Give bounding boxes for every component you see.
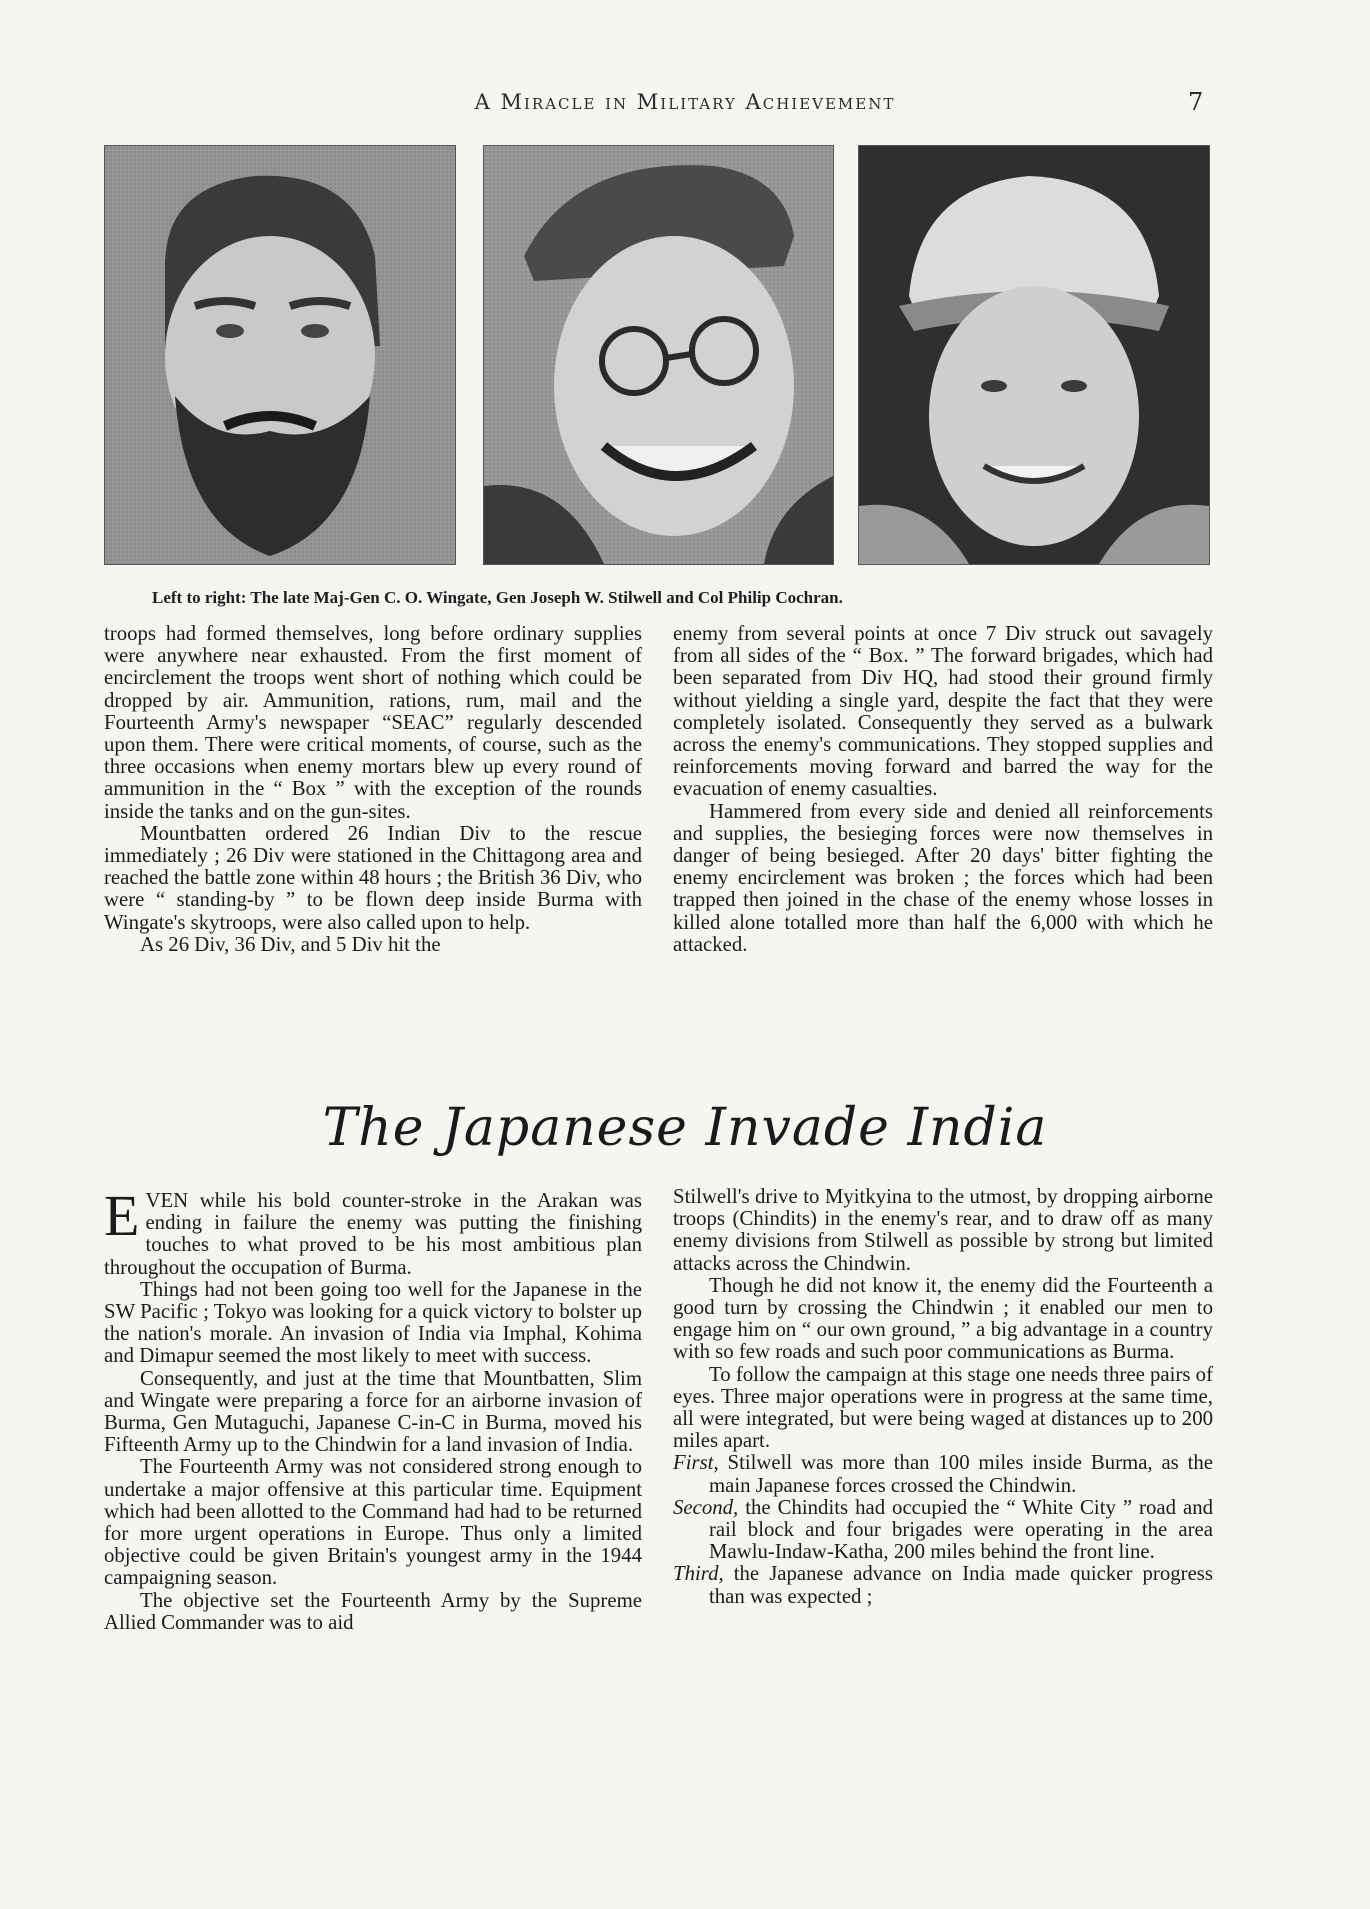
paragraph: As 26 Div, 36 Div, and 5 Div hit the — [140, 932, 441, 956]
photo-stilwell — [483, 145, 834, 565]
top-left-column — [104, 623, 642, 956]
portrait-smiling-man-image — [484, 146, 833, 564]
paragraph: Though he did not know it, the enemy did the Fourteenth a good turn by crossing the Chindwin ; it enabled our men to engage him on “ our own ground, ” a big advantage in a country with so few roads and such poor communications as Burma. — [673, 1273, 1213, 1364]
article-right-column — [673, 1186, 1213, 1608]
top-right-column — [673, 623, 1213, 956]
paragraph: troops had formed themselves, long before ordinary supplies were anywhere near exhausted. From the first moment of encirclement the troops went short of nothing which could be dropped by air. Ammunition, rations, rum, mail and the Fourteenth Army's newspaper “SEAC” regularly descended upon them. There were critical moments, of course, such as the three occasions when enemy mortars blew up every round of ammunition in the “ Box ” with the exception of the rounds inside the tanks and on the gun-sites. — [104, 622, 642, 823]
drop-cap: E — [104, 1183, 140, 1248]
paragraph: Stilwell's drive to Myitkyina to the utmost, by dropping airborne troops (Chindits) in the enemy's rear, and to draw off as many enemy divisions from Stilwell as possible by strong but limited attacks across the Chindwin. — [673, 1185, 1213, 1275]
list-item-label: First, — [673, 1451, 719, 1475]
list-item-text: the Chindits had occupied the “ White City ” road and rail block and four brigades were operating in the area Mawlu-Indaw-Katha, 200 miles behind the front line. — [709, 1495, 1213, 1564]
paragraph: Things had not been going too well for the Japanese in the SW Pacific ; Tokyo was looking for a quick victory to bolster up the nation's morale. An invasion of India via Imphal, Kohima and Dimapur seemed the most likely to meet with success. — [104, 1277, 642, 1368]
paragraph: The Fourteenth Army was not considered strong enough to undertake a major offensive at this particular time. Equipment which had been allotted to the Command had had to be returned for more urgent operations in Europe. Thus only a limited objective could be given Britain's youngest army in the 1944 campaigning season. — [104, 1455, 642, 1590]
paragraph: Hammered from every side and denied all reinforcements and supplies, the besieging forces were now themselves in danger of being besieged. After 20 days' bitter fighting the enemy encirclement was broken ; the forces which had been trapped then joined in the chase of the enemy whose losses in killed alone totalled more than half the 6,000 with which he attacked. — [673, 799, 1213, 956]
paragraph: To follow the campaign at this stage one needs three pairs of eyes. Three major operations were in progress at the same time, all were integrated, but were being waged at distances up to 200 miles apart. — [673, 1362, 1213, 1453]
list-item — [673, 1563, 1213, 1607]
portrait-bearded-man-image — [105, 146, 455, 564]
photo-cochran — [858, 145, 1210, 565]
list-item — [673, 1497, 1213, 1564]
paragraph: The objective set the Fourteenth Army by the Supreme Allied Commander was to aid — [104, 1588, 642, 1634]
list-item-label: Second, — [673, 1495, 739, 1519]
portrait-young-man-image — [859, 146, 1209, 564]
lead-paragraph-text: VEN while his bold counter-stroke in the Arakan was ending in failure the enemy was putting the finishing touches to what proved to be his most ambitious plan throughout the occupation of Burma. — [104, 1189, 642, 1279]
paragraph: Mountbatten ordered 26 Indian Div to the rescue immediately ; 26 Div were stationed in the Chittagong area and reached the battle zone within 48 hours ; the British 36 Div, who were “ standing-by ” to be flown deep inside Burma with Wingate's skytroops, were also called upon to help. — [104, 821, 642, 934]
lead-paragraph — [104, 1183, 642, 1279]
running-title: A Miracle in Military Achievement — [474, 90, 896, 114]
list-item-label: Third, — [673, 1562, 724, 1586]
list-item — [673, 1452, 1213, 1496]
list-item-text: Stilwell was more than 100 miles inside Burma, as the main Japanese forces crossed the Chindwin. — [709, 1451, 1214, 1497]
photo-caption: Left to right: The late Maj-Gen C. O. Wingate, Gen Joseph W. Stilwell and Col Philip Cochran. — [152, 588, 843, 607]
list-item-text: the Japanese advance on India made quicker progress than was expected ; — [709, 1562, 1213, 1608]
article-headline: The Japanese Invade India — [322, 1098, 1048, 1158]
page-number: 7 — [1188, 88, 1204, 116]
article-left-column — [104, 1183, 642, 1634]
photo-wingate — [104, 145, 456, 565]
paragraph: enemy from several points at once 7 Div struck out savagely from all sides of the “ Box. ” The forward brigades, which had been separated from Div HQ, had stood their ground firmly without yielding a single yard, despite the fact that they were completely isolated. Consequently they served as a bulwark across the enemy's communications. They stopped supplies and reinforcements moving forward and barred the way for the evacuation of enemy casualties. — [673, 622, 1213, 801]
paragraph: Consequently, and just at the time that Mountbatten, Slim and Wingate were preparing a force for an airborne invasion of Burma, Gen Mutaguchi, Japanese C-in-C in Burma, moved his Fifteenth Army up to the Chindwin for a land invasion of India. — [104, 1366, 642, 1457]
